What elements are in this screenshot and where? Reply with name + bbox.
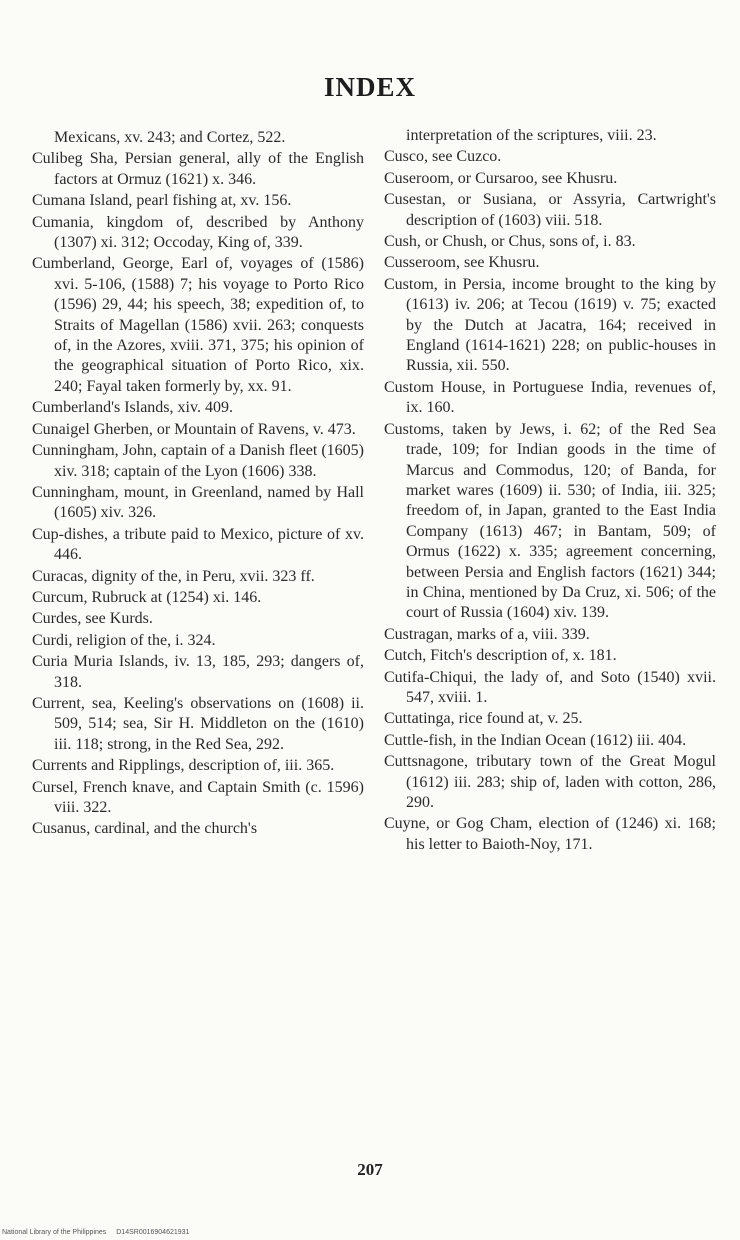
index-entry: interpretation of the scriptures, viii. 23. bbox=[406, 127, 657, 144]
index-entry: Custom House, in Portuguese India, revenues of, ix. 160. bbox=[384, 378, 716, 417]
index-entry: Cup-dishes, a tribute paid to Mexico, picture of xv. 446. bbox=[32, 525, 364, 564]
footer-library: National Library of the Philippines bbox=[2, 1229, 107, 1236]
index-entry: Currents and Ripplings, description of, iii. 365. bbox=[32, 757, 335, 775]
index-entry: Cumana Island, pearl fishing at, xv. 156. bbox=[32, 192, 292, 210]
index-entry: Cush, or Chush, or Chus, sons of, i. 83. bbox=[384, 233, 636, 251]
index-entry: Cusestan, or Susiana, or Assyria, Cartwright's description of (1603) viii. 518. bbox=[384, 191, 716, 229]
footer-code: D14SR0016904621931 bbox=[116, 1229, 190, 1236]
left-index-column bbox=[32, 128, 364, 841]
index-entry: Culibeg Sha, Persian general, ally of the English factors at Ormuz (1621) x. 346. bbox=[32, 150, 364, 188]
index-entry: Cutch, Fitch's description of, x. 181. bbox=[384, 647, 617, 665]
index-entry: Curdi, religion of the, i. 324. bbox=[32, 631, 216, 649]
index-entry: Cuttatinga, rice found at, v. 25. bbox=[384, 710, 583, 728]
right-index-column bbox=[384, 126, 716, 856]
index-entry: Current, sea, Keeling's observations on (1608) ii. 509, 514; sea, Sir H. Middleton on the (1610) iii. 118; strong, in the Red Sea, 292. bbox=[32, 694, 364, 753]
index-entry: Curacas, dignity of the, in Peru, xvii. 323 ff. bbox=[32, 567, 315, 585]
index-entry: Cumberland's Islands, xiv. 409. bbox=[32, 399, 233, 417]
index-entry: Custragan, marks of a, viii. 339. bbox=[384, 625, 590, 643]
index-entry: Cunningham, mount, in Greenland, named by Hall (1605) xiv. 326. bbox=[32, 483, 364, 522]
index-entry: Curdes, see Kurds. bbox=[32, 610, 153, 628]
index-entry: Curcum, Rubruck at (1254) xi. 146. bbox=[32, 588, 262, 606]
index-entry: Cusanus, cardinal, and the church's bbox=[32, 820, 258, 838]
index-entry: Cuyne, or Gog Cham, election of (1246) xi. 168; his letter to Baioth-Noy, 171. bbox=[384, 815, 716, 853]
index-entry: Cuttsnagone, tributary town of the Great Mogul (1612) iii. 283; ship of, laden with cotton, 286, 290. bbox=[384, 753, 716, 811]
page-title: INDEX bbox=[323, 72, 416, 102]
index-entry: Cursel, French knave, and Captain Smith (c. 1596) viii. 322. bbox=[32, 778, 364, 816]
scan-footer bbox=[2, 1229, 197, 1236]
index-entry: Mexicans, xv. 243; and Cortez, 522. bbox=[54, 129, 286, 146]
index-entry: Cusco, see Cuzco. bbox=[384, 148, 502, 166]
index-entry: Cuseroom, or Cursaroo, see Khusru. bbox=[384, 169, 618, 187]
index-entry: Cutifa-Chiqui, the lady of, and Soto (1540) xvii. 547, xviii. 1. bbox=[384, 668, 716, 706]
index-entry: Custom, in Persia, income brought to the king by (1613) iv. 206; at Tecou (1619) v. 75; exacted by the Dutch at Jacatra, 164; received in England (1614-1621) 228; on public-houses in Russia, xii. 550. bbox=[384, 275, 716, 375]
index-entry: Cumania, kingdom of, described by Anthony (1307) xi. 312; Occoday, King of, 339. bbox=[32, 213, 364, 252]
index-entry: Curia Muria Islands, iv. 13, 185, 293; dangers of, 318. bbox=[32, 653, 364, 691]
page-number: 207 bbox=[357, 1160, 383, 1179]
index-entry: Cumberland, George, Earl of, voyages of (1586) xvi. 5-106, (1588) 7; his voyage to Porto Rico (1596) 29, 44; his speech, 38; expedition of, to Straits of Magellan (1586) xvii. 263; conquests of, in the Azores, xviii. 371, 375; his opinion of the geographical situation of Porto Rico, xix. 240; Fayal taken formerly by, xx. 91. bbox=[32, 255, 364, 395]
index-entry: Cunaigel Gherben, or Mountain of Ravens, v. 473. bbox=[32, 420, 356, 438]
index-entry: Cuttle-fish, in the Indian Ocean (1612) iii. 404. bbox=[384, 731, 687, 749]
index-entry: Customs, taken by Jews, i. 62; of the Red Sea trade, 109; for Indian goods in the time of Marcus and Commodus, 120; of Banda, for market wares (1609) ii. 530; of India, iii. 325; freedom of, in Japan, granted to the East India Company (1613) 467; in Bantam, 509; of Ormus (1622) x. 335; agreement concerning, between Persia and English factors (1621) 344; in China, mentioned by Da Cruz, xi. 506; of the court of Russia (1604) xiv. 139. bbox=[384, 420, 716, 622]
index-entry: Cunningham, John, captain of a Danish fleet (1605) xiv. 318; captain of the Lyon (1606) 338. bbox=[32, 442, 364, 480]
index-entry: Cusseroom, see Khusru. bbox=[384, 254, 540, 272]
